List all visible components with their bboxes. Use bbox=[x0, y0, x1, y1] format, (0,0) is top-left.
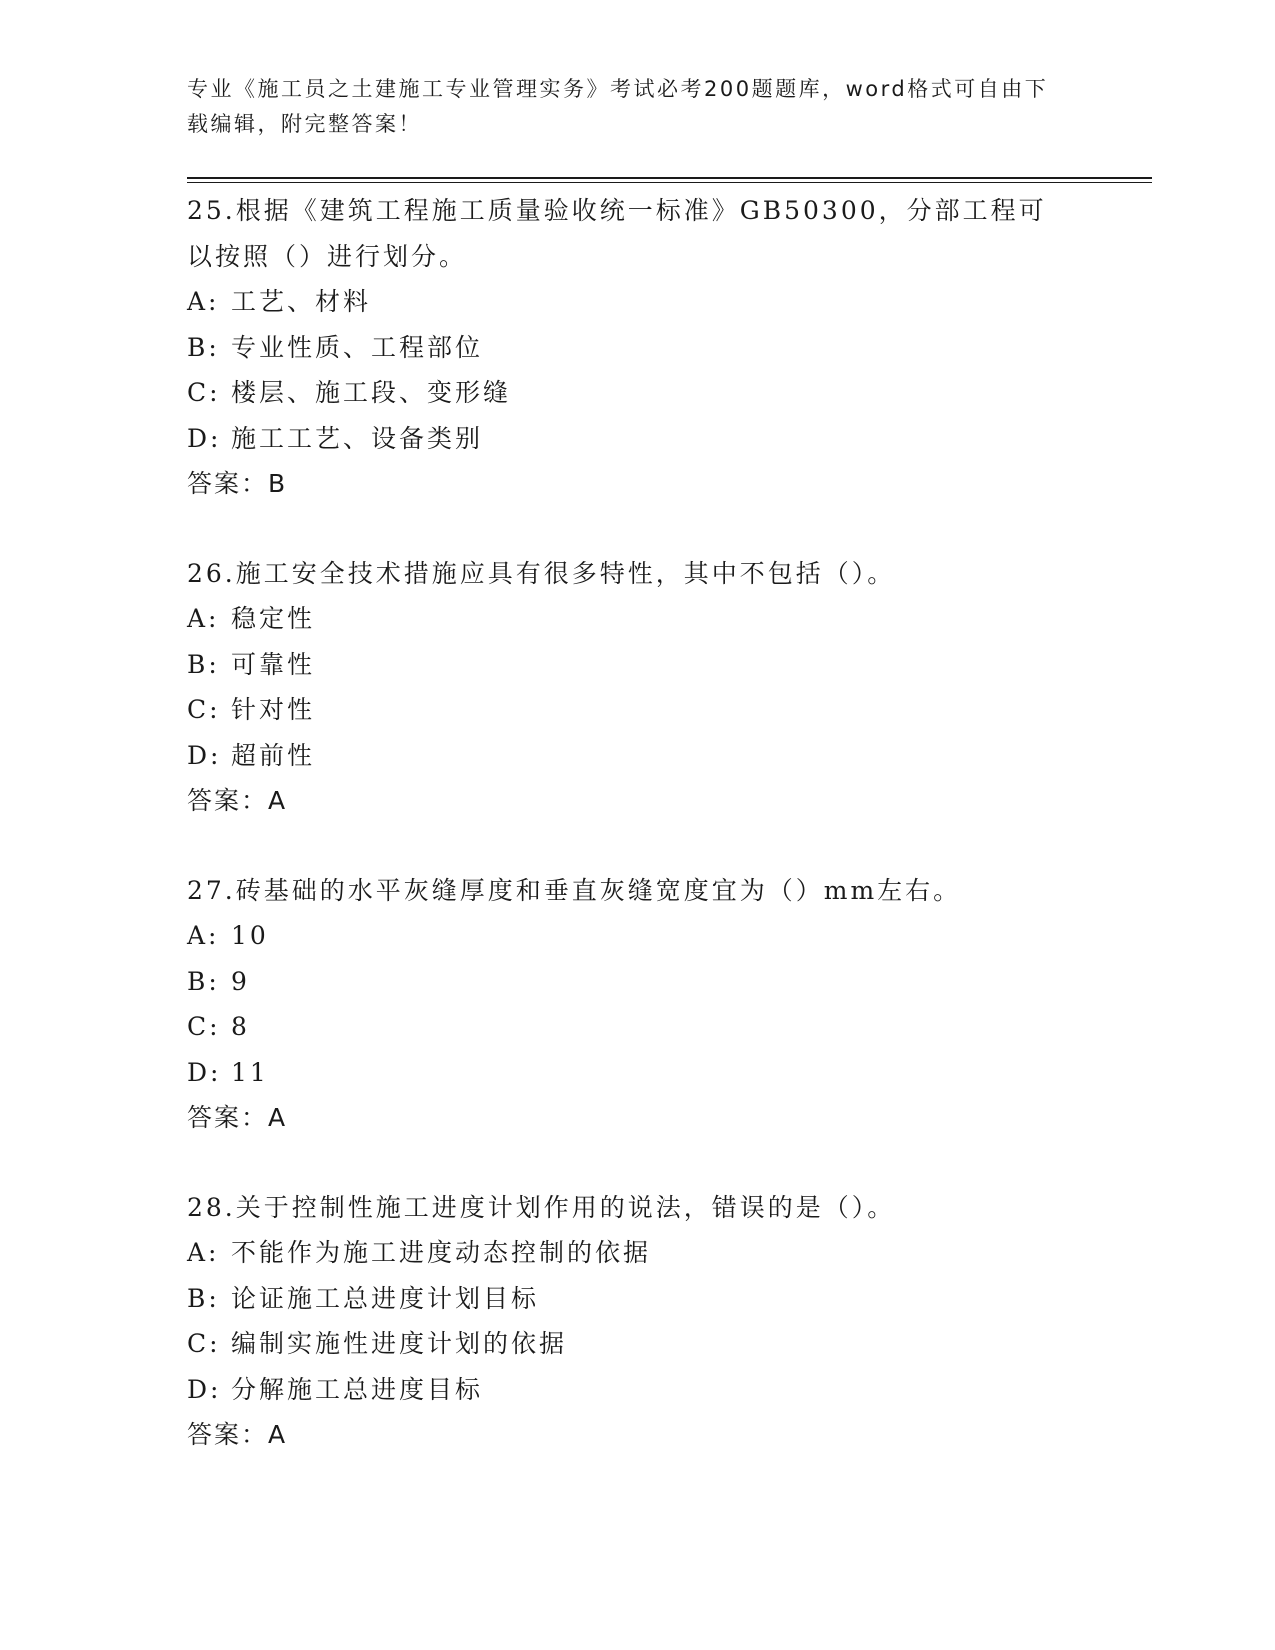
option-text: 楼层、施工段、变形缝 bbox=[231, 378, 512, 407]
option-letter: A: bbox=[187, 1238, 220, 1267]
question-list bbox=[187, 188, 1087, 1502]
option-text: 超前性 bbox=[231, 740, 316, 770]
option-letter: C: bbox=[187, 378, 221, 407]
option-text: 稳定性 bbox=[231, 604, 316, 633]
option-letter: C: bbox=[187, 1012, 221, 1041]
option-a bbox=[187, 913, 1087, 959]
option-text: 不能作为施工进度动态控制的依据 bbox=[231, 1238, 652, 1267]
option-letter: D: bbox=[187, 1374, 222, 1404]
option-text: 10 bbox=[231, 921, 269, 950]
answer-line: 答案：A bbox=[187, 1420, 288, 1449]
question-stem: 27.砖基础的水平灰缝厚度和垂直灰缝宽度宜为（）mm左右。 bbox=[187, 875, 962, 905]
option-text: 可靠性 bbox=[231, 649, 316, 679]
option-a bbox=[187, 596, 1087, 642]
option-a bbox=[187, 1230, 1087, 1276]
answer-line: 答案：B bbox=[187, 469, 288, 498]
question-stem: 28.关于控制性施工进度计划作用的说法，错误的是（）。 bbox=[187, 1192, 896, 1222]
option-letter: B: bbox=[187, 966, 220, 996]
question-28 bbox=[187, 1185, 1087, 1458]
document-header: 专业《施工员之土建施工专业管理实务》考试必考200题题库，word格式可自由下载编辑，附完整答案！ bbox=[187, 77, 1049, 136]
question-25 bbox=[187, 188, 1087, 507]
option-letter: B: bbox=[187, 1283, 220, 1313]
option-d bbox=[187, 1367, 1087, 1413]
answer-line: 答案：A bbox=[187, 786, 288, 815]
option-text: 论证施工总进度计划目标 bbox=[231, 1283, 540, 1313]
option-text: 施工工艺、设备类别 bbox=[231, 423, 484, 453]
option-d bbox=[187, 416, 1087, 462]
option-b bbox=[187, 325, 1087, 371]
option-b bbox=[187, 959, 1087, 1005]
option-letter: D: bbox=[187, 423, 222, 453]
option-letter: A: bbox=[187, 604, 220, 633]
option-letter: C: bbox=[187, 695, 221, 724]
question-stem: 26.施工安全技术措施应具有很多特性，其中不包括（）。 bbox=[187, 558, 896, 588]
answer-line: 答案：A bbox=[187, 1103, 288, 1132]
option-c bbox=[187, 1321, 1087, 1367]
header-divider-thin bbox=[187, 182, 1152, 183]
option-text: 分解施工总进度目标 bbox=[231, 1374, 484, 1404]
header-divider-thick bbox=[187, 177, 1152, 179]
option-a bbox=[187, 279, 1087, 325]
option-d bbox=[187, 733, 1087, 779]
option-text: 9 bbox=[231, 966, 250, 996]
option-letter: B: bbox=[187, 332, 220, 362]
option-letter: D: bbox=[187, 1057, 222, 1087]
option-text: 编制实施性进度计划的依据 bbox=[231, 1329, 568, 1358]
option-letter: A: bbox=[187, 287, 220, 316]
question-stem: 25.根据《建筑工程施工质量验收统一标准》GB50300，分部工程可以按照（）进行划分。 bbox=[187, 196, 1047, 271]
option-letter: A: bbox=[187, 921, 220, 950]
option-letter: C: bbox=[187, 1329, 221, 1358]
option-b bbox=[187, 1276, 1087, 1322]
option-text: 针对性 bbox=[231, 695, 316, 724]
option-c bbox=[187, 370, 1087, 416]
option-letter: B: bbox=[187, 649, 220, 679]
option-d bbox=[187, 1050, 1087, 1096]
option-c bbox=[187, 1004, 1087, 1050]
option-text: 8 bbox=[231, 1012, 250, 1041]
option-b bbox=[187, 642, 1087, 688]
option-text: 11 bbox=[231, 1057, 269, 1087]
option-c bbox=[187, 687, 1087, 733]
question-27 bbox=[187, 868, 1087, 1141]
option-letter: D: bbox=[187, 740, 222, 770]
option-text: 工艺、材料 bbox=[231, 287, 372, 316]
option-text: 专业性质、工程部位 bbox=[231, 332, 484, 362]
question-26 bbox=[187, 551, 1087, 824]
